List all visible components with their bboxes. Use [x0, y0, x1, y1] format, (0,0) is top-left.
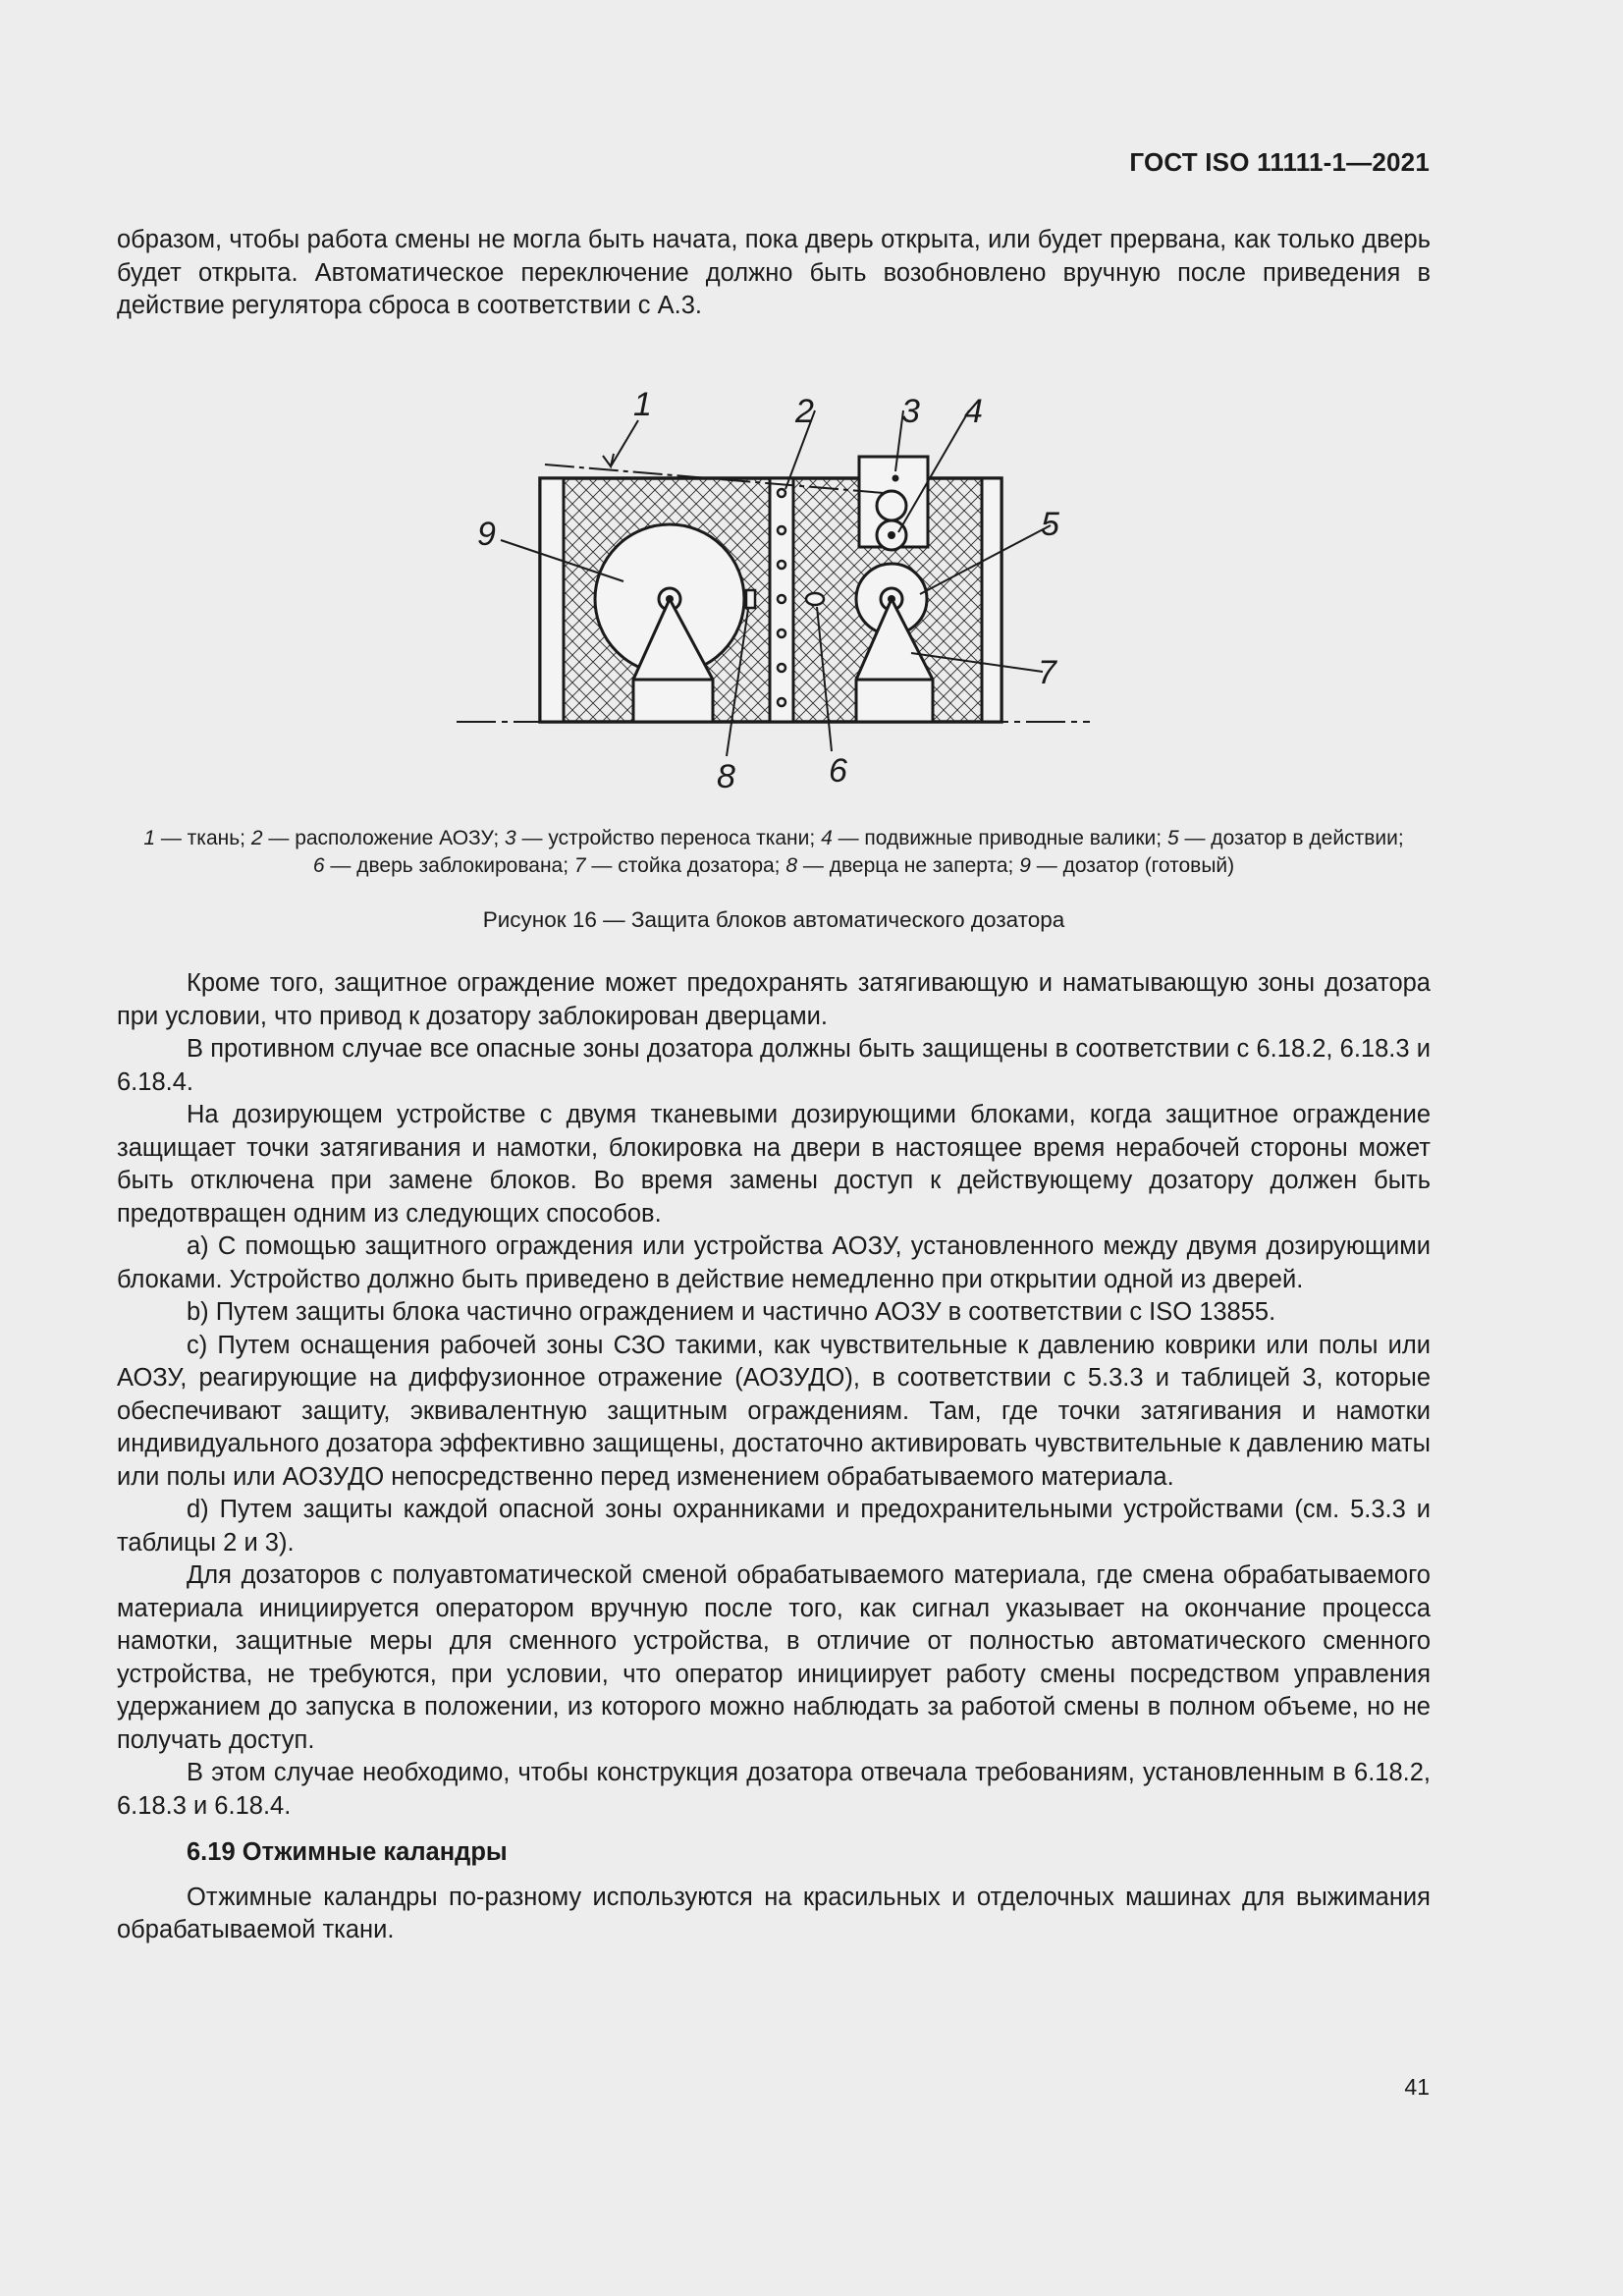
figure-label-7: 7 [1038, 654, 1056, 691]
unlocked-latch [746, 590, 755, 608]
figure-caption: Рисунок 16 — Защита блоков автоматического дозатора [482, 907, 1065, 932]
figure-16-diagram [442, 373, 1129, 805]
figure-label-1: 1 [633, 386, 652, 423]
figure-label-9: 9 [477, 516, 496, 553]
figure-legend: 1 — ткань; 2 — расположение АОЗУ; 3 — устройство переноса ткани; 4 — подвижные приводные валики; 5 — дозатор в действии; 6 — дверь заблокирована; 7 — стойка дозатора; 8 — дверца не заперта; 9 — дозатор (готовый) [143, 827, 1404, 877]
figure-label-3: 3 [901, 393, 920, 430]
paragraph: Для дозаторов с полуавтоматической сменой обрабатываемого материала, где смена обрабатываемого материала инициируется оператором вручную после того, как сигнал указывает на окончание процесса намотки, защитные меры для сменного устройства, в отличие от полностью автоматического сменного устройства, не требуются, при условии, что оператор инициирует работу смены посредством управления удержанием до запуска в положении, из которого можно наблюдать за работой смены в полном объеме, но не получать доступ. [117, 1561, 1431, 1754]
figure-label-4: 4 [964, 393, 983, 430]
drive-roller-top [877, 491, 906, 520]
list-item-a: a) С помощью защитного ограждения или устройства АОЗУ, установленного между двумя дозирующими блоками. Устройство должно быть приведено в действие немедленно при открытии одной из дверей. [117, 1232, 1431, 1293]
body-text [117, 967, 1431, 1947]
list-item-c: c) Путем оснащения рабочей зоны СЗО такими, как чувствительные к давлению коврики или полы или АОЗУ, реагирующие на диффузионное отражение (АОЗУДО), в соответствии с 5.3.3 и таблицей 3, которые обеспечивают защиту, эквивалентную защитным ограждениям. Там, где точки затягивания и намотки индивидуального дозатора эффективно защищены, достаточно активировать чувствительные к давлению маты или полы или АОЗУДО непосредственно перед изменением обрабатываемого материала. [117, 1331, 1431, 1491]
right-door [982, 478, 1001, 722]
paragraph: В этом случае необходимо, чтобы конструкция дозатора отвечала требованиям, установленным в 6.18.2, 6.18.3 и 6.18.4. [117, 1759, 1431, 1820]
paragraph: На дозирующем устройстве с двумя тканевыми дозирующими блоками, когда защитное ограждение защищает точки затягивания и намотки, блокировка на двери в настоящее время нерабочей стороны может быть отключена при замене блоков. Во время замены доступ к действующему дозатору должен быть предотвращен одним из следующих способов. [117, 1101, 1431, 1228]
paragraph: Кроме того, защитное ограждение может предохранять затягивающую и наматывающую зоны дозатора при условии, что привод к дозатору заблокирован дверцами. [117, 969, 1431, 1030]
intro-text: образом, чтобы работа смены не могла быть начата, пока дверь открыта, или будет прервана, как только дверь будет открыта. Автоматическое переключение должно быть возобновлено вручную после приведения в действие регулятора сброса в соответствии с А.3. [117, 226, 1431, 319]
paragraph: Отжимные каландры по-разному используются на красильных и отделочных машинах для выжимания обрабатываемой ткани. [117, 1883, 1431, 1943]
list-item-b: b) Путем защиты блока частично ограждением и частично АОЗУ в соответствии с ISO 13855. [187, 1298, 1276, 1326]
figure-label-5: 5 [1041, 506, 1059, 543]
list-item-d: d) Путем защиты каждой опасной зоны охранниками и предохранительными устройствами (см. 5.3.3 и таблицы 2 и 3). [117, 1496, 1431, 1557]
document-header: ГОСТ ISO 11111-1—2021 [1129, 147, 1430, 177]
intro-paragraph [117, 224, 1431, 323]
left-door [540, 478, 564, 722]
page-number: 41 [1404, 2074, 1430, 2100]
figure-label-6: 6 [829, 752, 847, 790]
figure-label-8: 8 [717, 758, 735, 795]
locked-latch [806, 593, 824, 605]
figure-label-2: 2 [795, 393, 814, 430]
paragraph: В противном случае все опасные зоны дозатора должны быть защищены в соответствии с 6.18.2, 6.18.3 и 6.18.4. [117, 1035, 1431, 1096]
section-heading: 6.19 Отжимные каландры [187, 1838, 508, 1866]
